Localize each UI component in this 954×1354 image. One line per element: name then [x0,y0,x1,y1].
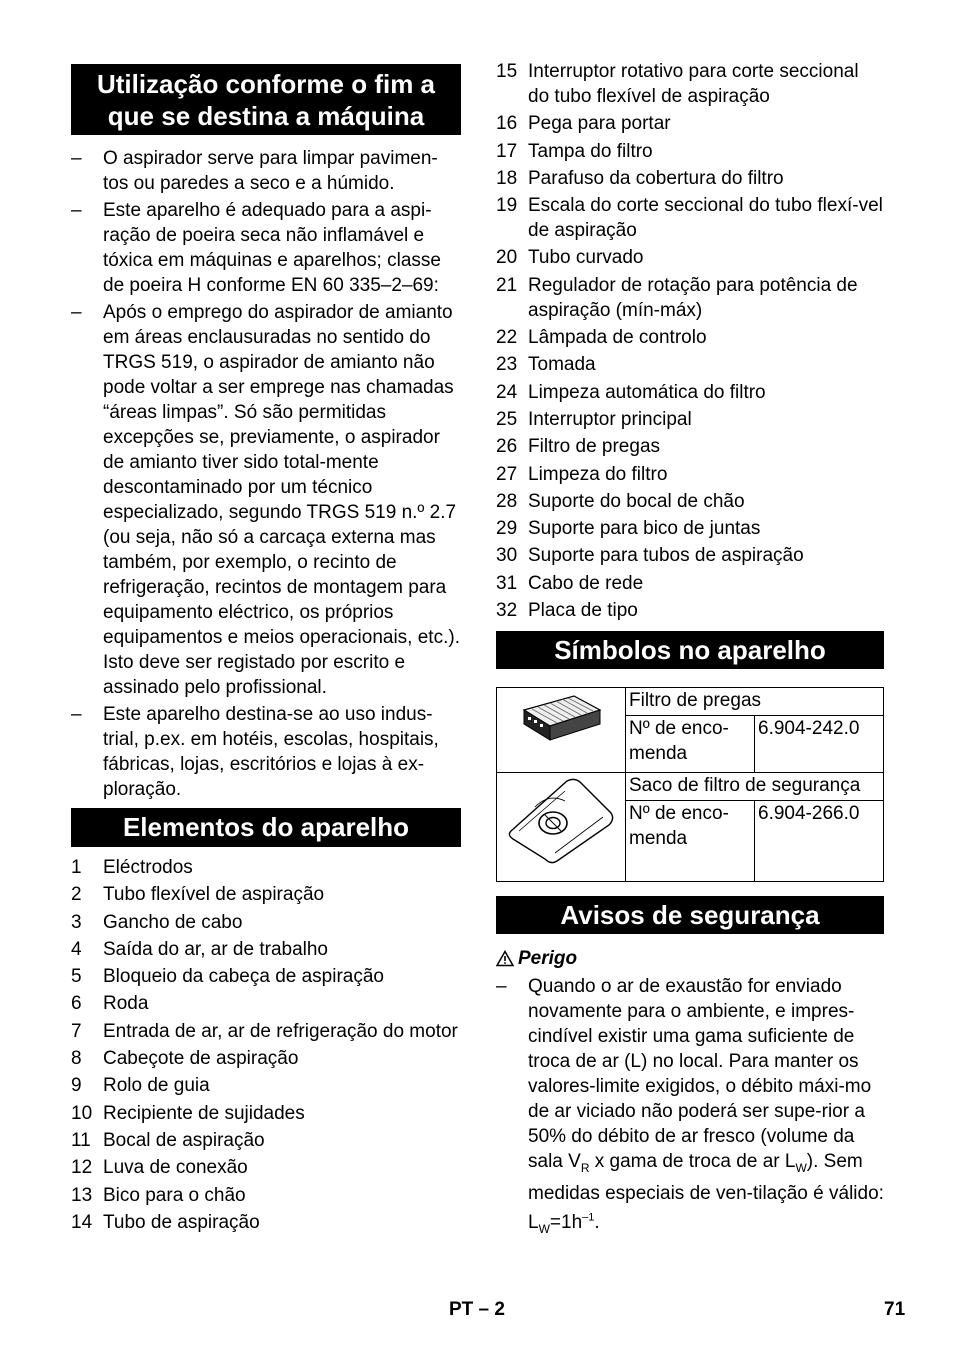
usage-heading: Utilização conforme o fim a que se destina a máquina [71,64,461,135]
list-item: 7 Entrada de ar, ar de refrigeração do motor [71,1020,458,1042]
order-number-2: 6.904-266.0 [755,801,884,882]
filter-bag-icon [505,773,617,867]
list-item: 17 Tampa do filtro [496,140,653,162]
list-item: 29 Suporte para bico de juntas [496,518,761,540]
pleated-filter-image [497,688,626,773]
list-item: 19 Escala do corte seccional do tubo flexí-vel de aspiração [496,195,883,242]
list-item: 8 Cabeçote de aspiração [71,1048,299,1070]
pleated-filter-icon [516,688,606,750]
list-item: – Após o emprego do aspirador de amianto em áreas enclausuradas no sentido do TRGS 519, o aspirador de amianto não pode voltar a ser emprege nas chamadas “áreas limpas”. Só são permitidas excepções se, previamente, o aspirador de amianto tiver sido total-mente descontaminado por um técnico especializado, segundo TRGS 519 n.º 2.7 (ou seja, não só a carcaça externa mas também, por exemplo, o recinto de refrigeração, recintos de montagem para equipamento eléctrico, os próprios equipamentos e meios operacionais, etc.). Isto deve ser registado por escrito e assinado pelo profissional. [71,302,460,698]
list-item: 18 Parafuso da cobertura do filtro [496,167,784,189]
safety-text: Quando o ar de exaustão for enviado novamente para o ambiente, e impres-cindível existir uma gama suficiente de troca de ar (L) no local. Para manter os valores-limite exigidos, o débito máxi-mo de ar viciado não poderá ser supe-rior a 50% do débito de ar fresco (volume da sala $V_R$ x gama de troca de ar $L_W$). Sem medidas especiais de ven-tilação é válido: $L_W=1h^{-1}$. [528,976,884,1236]
list-item: 30 Suporte para tubos de aspiração [496,545,804,567]
symbol-title-2: Saco de filtro de segurança [626,773,884,801]
list-item: 31 Cabo de rede [496,572,644,594]
elements-heading: Elementos do aparelho [71,808,461,847]
order-label-1: Nº de enco-menda [626,716,755,773]
list-item: 5 Bloqueio da cabeça de aspiração [71,966,384,988]
symbols-table [496,687,884,882]
list-item: 21 Regulador de rotação para potência de aspiração (mín-máx) [496,274,858,321]
list-item: 14 Tubo de aspiração [71,1211,260,1233]
elements-list-part2 [496,59,884,625]
dash-marker: – [71,302,82,323]
list-item: – Este aparelho destina-se ao uso indus-trial, p.ex. em hotéis, escolas, hospitais, fábricas, lojas, escritórios e lojas à ex-ploração. [71,704,439,800]
list-item: 23 Tomada [496,354,596,376]
list-item: 22 Lâmpada de controlo [496,327,707,349]
list-item: 16 Pega para portar [496,113,671,135]
order-number-1: 6.904-242.0 [755,716,884,773]
list-item: 27 Limpeza do filtro [496,463,668,485]
list-item: 1 Eléctrodos [71,857,193,878]
list-item [496,974,884,1242]
dash-marker: – [71,148,82,169]
list-item: 2 Tubo flexível de aspiração [71,884,325,906]
usage-list [71,146,461,804]
list-item: 20 Tubo curvado [496,247,644,269]
dash-marker: – [496,976,507,997]
list-item: 24 Limpeza automática do filtro [496,381,766,403]
list-item: 25 Interruptor principal [496,408,692,430]
dash-marker: – [71,200,82,221]
warning-triangle-icon [496,949,518,974]
list-item: 9 Rolo de guia [71,1075,210,1097]
symbol-title-1: Filtro de pregas [626,688,884,716]
list-item: 28 Suporte do bocal de chão [496,490,745,512]
list-item: 6 Roda [71,993,149,1015]
safety-list [496,974,884,1244]
page-number: 71 [884,1299,906,1320]
footer-section: PT – 2 [449,1299,505,1320]
list-item: 13 Bico para o chão [71,1184,246,1206]
dash-marker: – [71,704,82,725]
safety-filter-bag-image [497,773,626,882]
symbols-heading: Símbolos no aparelho [496,631,884,669]
safety-heading: Avisos de segurança [496,896,884,934]
list-item: 26 Filtro de pregas [496,436,661,458]
list-item: – Este aparelho é adequado para a aspi-ração de poeira seca não inflamável e tóxica em máquinas e aparelhos; classe de poeira H conforme EN 60 335–2–69: [71,200,441,296]
list-item: 3 Gancho de cabo [71,911,243,933]
list-item: 15 Interruptor rotativo para corte seccional do tubo flexível de aspiração [496,61,859,107]
list-item: 4 Saída do ar, ar de trabalho [71,938,328,960]
danger-label: Perigo [496,946,577,974]
order-label-2: Nº de enco-menda [626,801,755,882]
list-item: 32 Placa de tipo [496,600,638,622]
list-item: 10 Recipiente de sujidades [71,1102,305,1124]
list-item: 12 Luva de conexão [71,1157,248,1179]
list-item: 11 Bocal de aspiração [71,1129,265,1151]
list-item: – O aspirador serve para limpar pavimen-tos ou paredes a seco e a húmido. [71,148,438,194]
elements-list-part1 [71,855,461,1237]
